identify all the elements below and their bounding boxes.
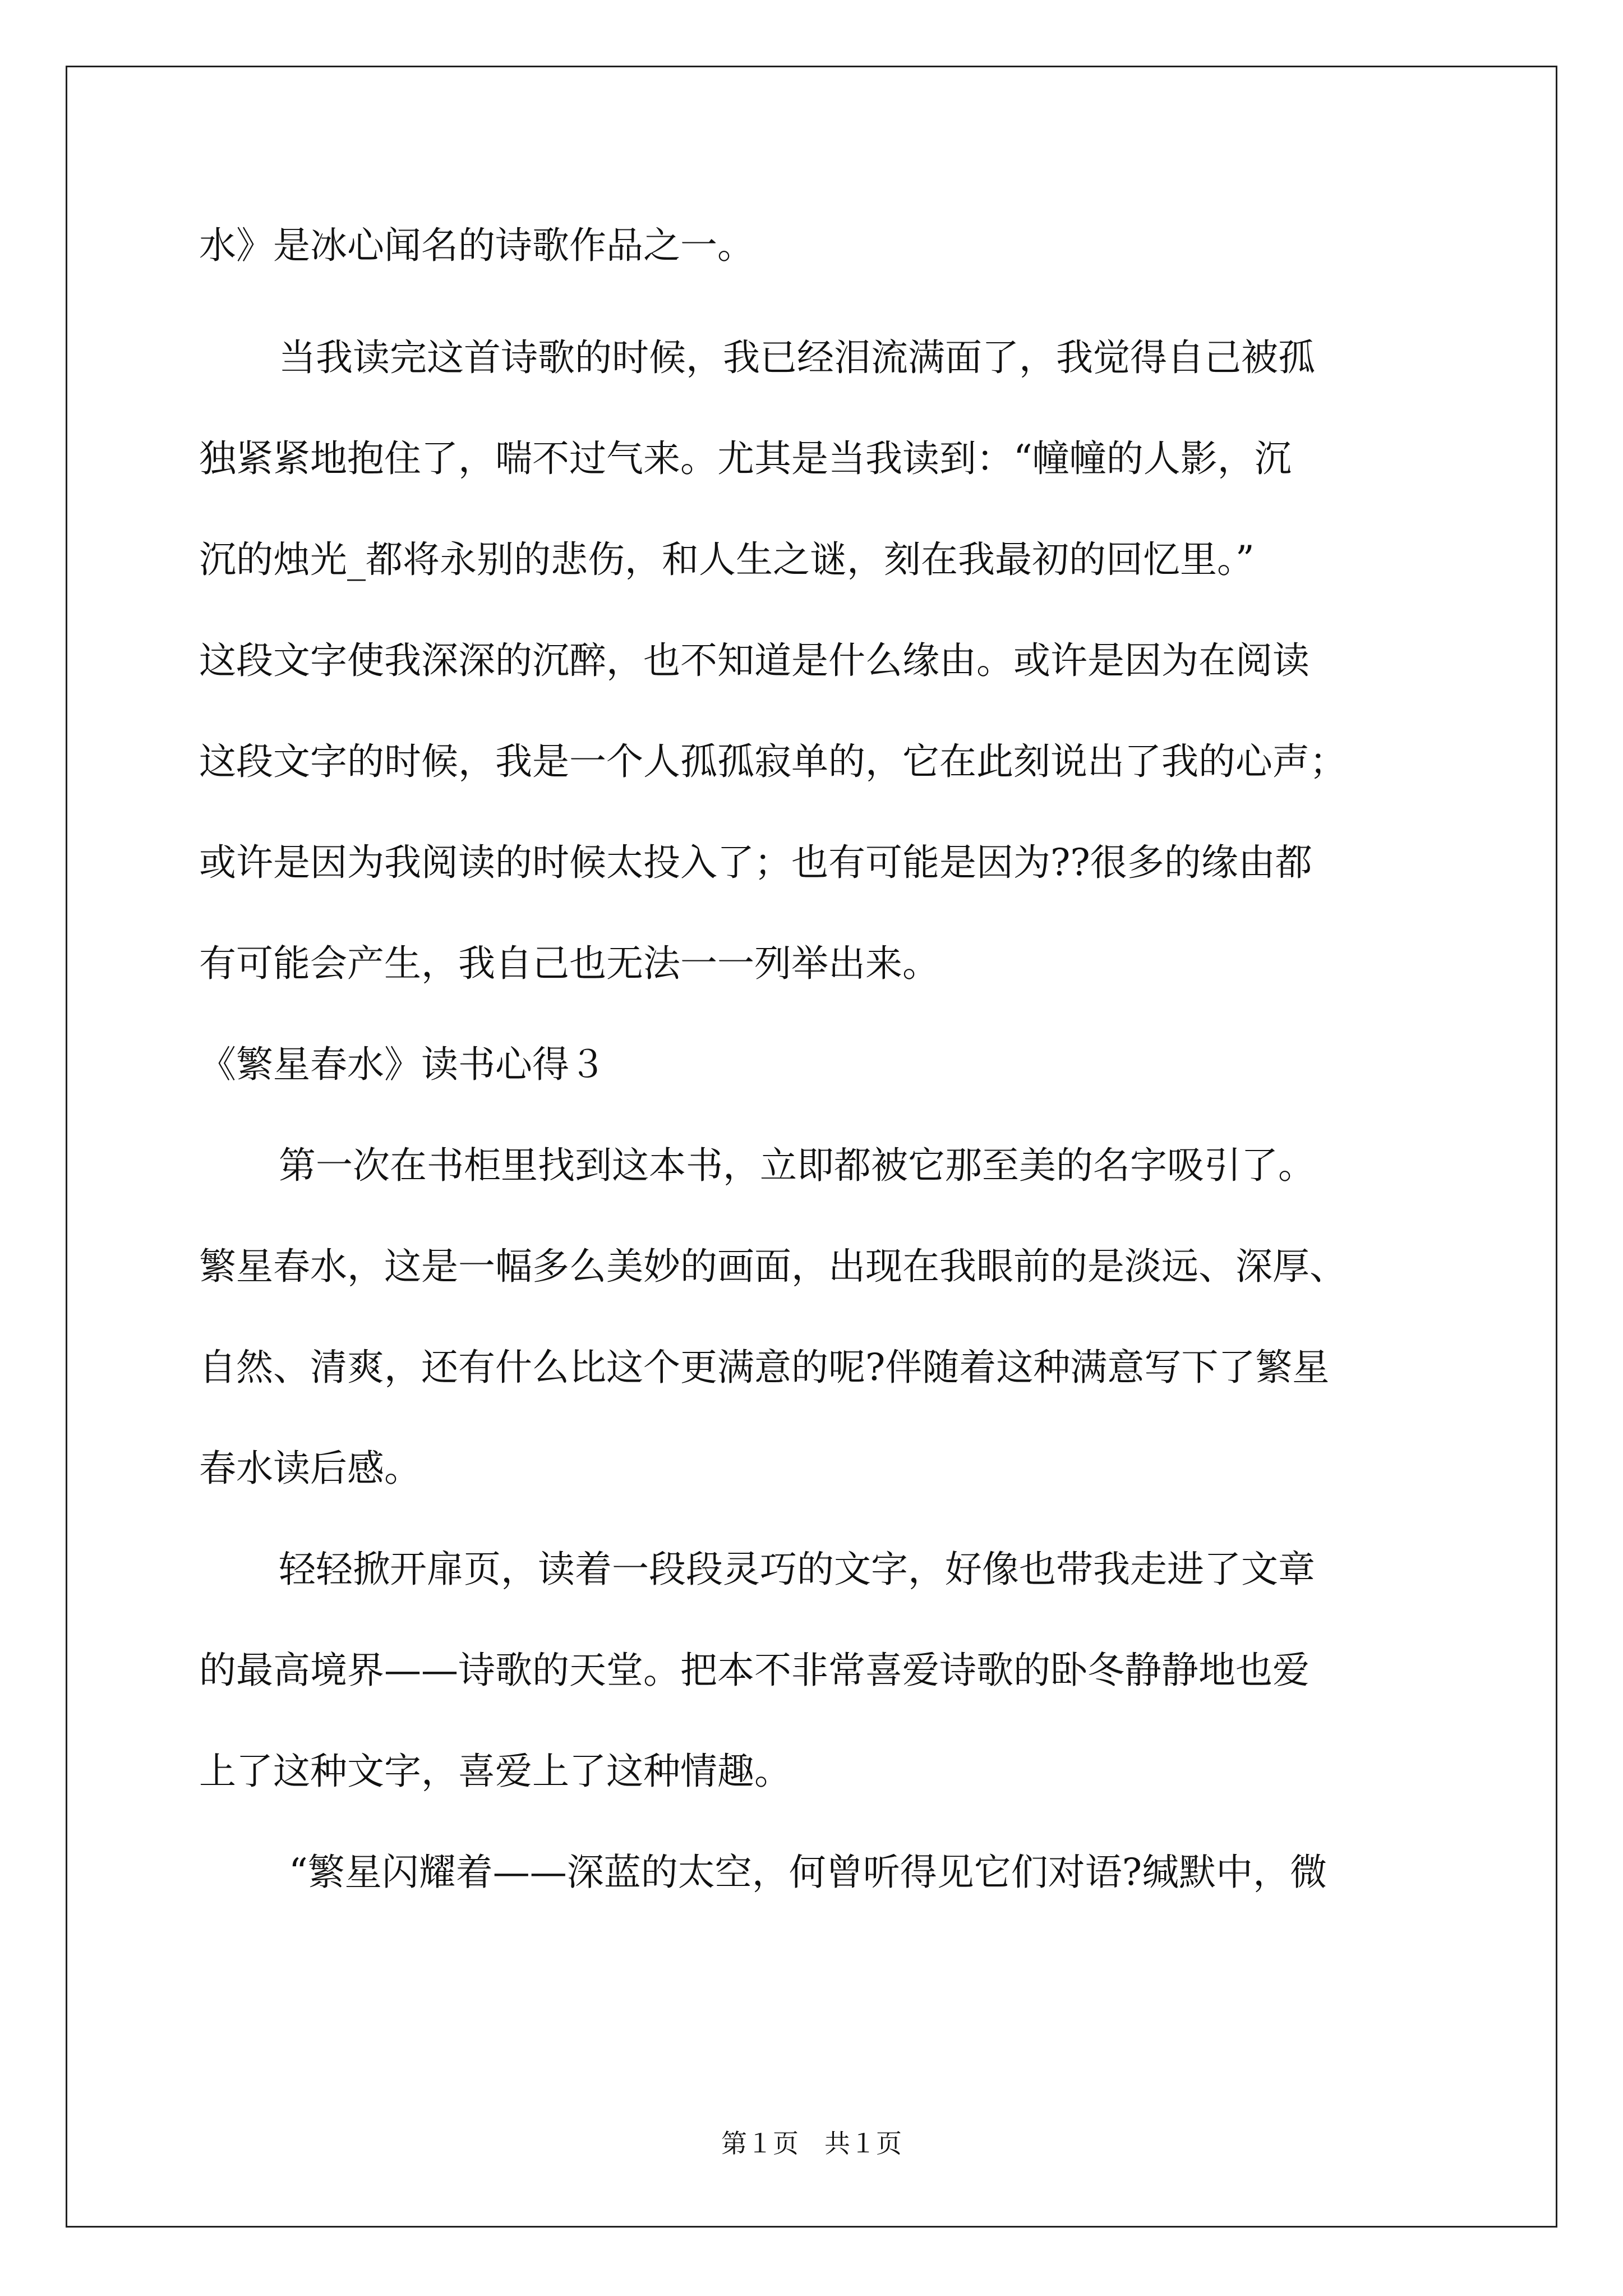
text-line: 当我读完这首诗歌的时候，我已经泪流满面了，我觉得自己被孤 bbox=[279, 336, 1315, 379]
text-line: 或许是因为我阅读的时候太投入了；也有可能是因为??很多的缘由都 bbox=[199, 841, 1312, 884]
text-line: 的最高境界——诗歌的天堂。把本不非常喜爱诗歌的卧冬静静地也爱 bbox=[199, 1649, 1310, 1692]
text-line: 这段文字使我深深的沉醉，也不知道是什么缘由。或许是因为在阅读 bbox=[199, 639, 1310, 682]
text-line: 沉的烛光_都将永别的悲伤，和人生之谜，刻在我最初的回忆里。” bbox=[199, 538, 1255, 581]
text-line: 轻轻掀开扉页，读着一段段灵巧的文字，好像也带我走进了文章 bbox=[279, 1548, 1315, 1591]
text-line: 有可能会产生，我自己也无法一一列举出来。 bbox=[199, 942, 939, 985]
text-line: 自然、清爽，还有什么比这个更满意的呢?伴随着这种满意写下了繁星 bbox=[199, 1346, 1330, 1389]
text-line: 水》是冰心闻名的诗歌作品之一。 bbox=[199, 224, 754, 267]
section-title: 《繁星春水》读书心得３ bbox=[199, 1043, 606, 1086]
text-line: 春水读后感。 bbox=[199, 1447, 421, 1490]
text-line: “繁星闪耀着——深蓝的太空，何曾听得见它们对语?缄默中，微 bbox=[289, 1851, 1327, 1894]
text-line: 这段文字的时候，我是一个人孤孤寂单的，它在此刻说出了我的心声； bbox=[199, 740, 1347, 783]
text-line: 上了这种文字，喜爱上了这种情趣。 bbox=[199, 1750, 791, 1793]
page-number: 第１页 共１页 bbox=[721, 2128, 902, 2159]
text-line: 第一次在书柜里找到这本书，立即都被它那至美的名字吸引了。 bbox=[279, 1144, 1315, 1187]
text-line: 独紧紧地抱住了，喘不过气来。尤其是当我读到：“幢幢的人影，沉 bbox=[199, 437, 1292, 480]
text-line: 繁星春水，这是一幅多么美妙的画面，出现在我眼前的是淡远、深厚、 bbox=[199, 1245, 1347, 1288]
